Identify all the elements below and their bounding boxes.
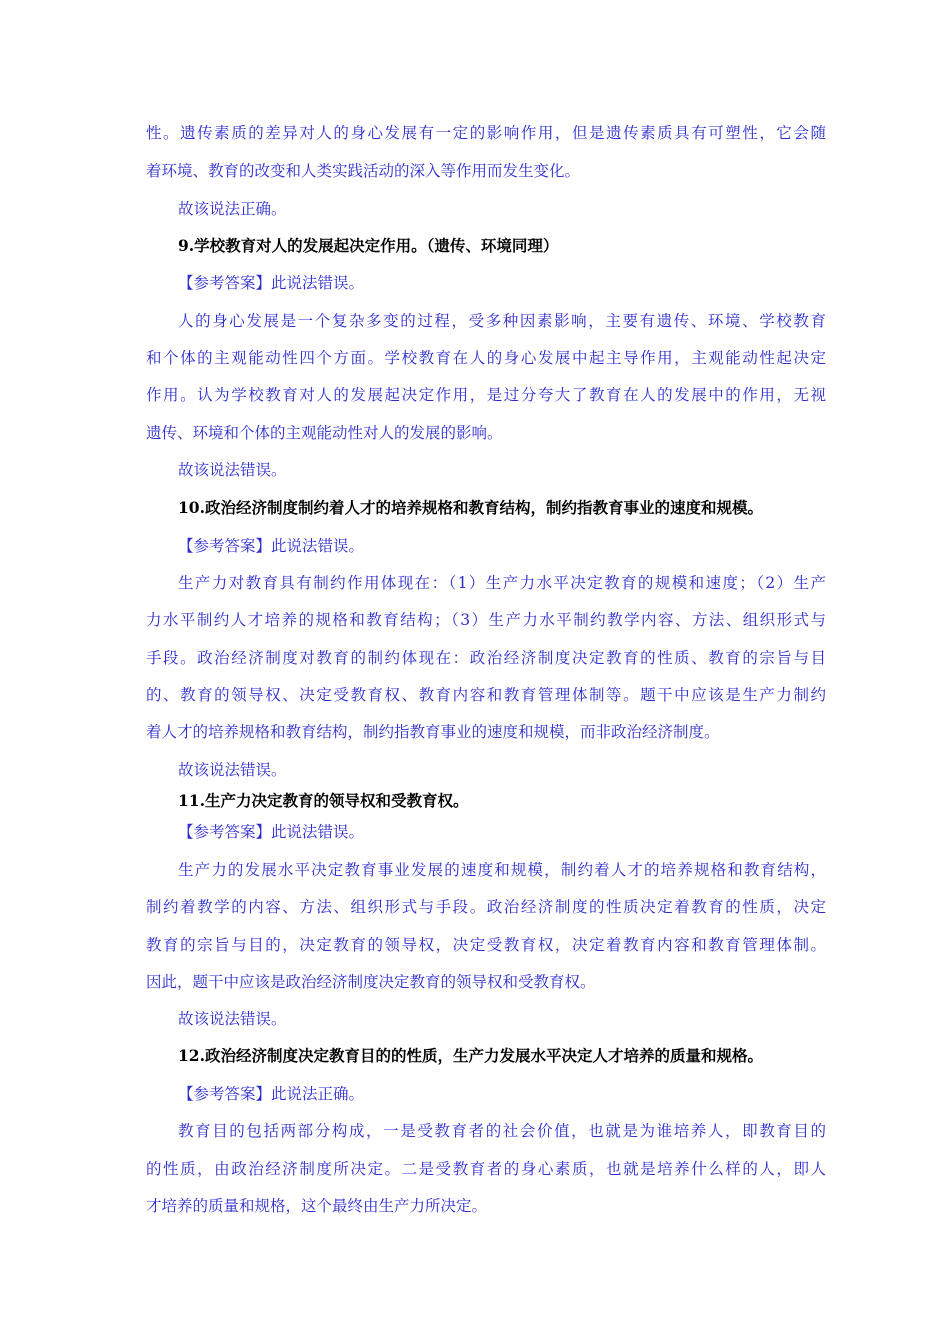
paragraph-line: 人的身心发展是一个复杂多变的过程，受多种因素影响，主要有遗传、环境、学校教育	[178, 312, 826, 330]
question-10: 10.政治经济制度制约着人才的培养规格和教育结构，制约指教育事业的速度和规模。	[178, 498, 763, 517]
paragraph-line: 的、教育的领导权、决定受教育权、教育内容和教育管理体制等。题干中应该是生产力制约	[146, 686, 826, 704]
answer-label-10: 【参考答案】此说法错误。	[178, 537, 365, 555]
paragraph-line: 才培养的质量和规格，这个最终由生产力所决定。	[146, 1197, 488, 1215]
answer-label-12: 【参考答案】此说法正确。	[178, 1085, 365, 1103]
paragraph-line: 着环境、教育的改变和人类实践活动的深入等作用而发生变化。	[146, 162, 581, 180]
paragraph-line: 因此，题干中应该是政治经济制度决定教育的领导权和受教育权。	[146, 973, 596, 991]
question-12: 12.政治经济制度决定教育目的的性质，生产力发展水平决定人才培养的质量和规格。	[178, 1046, 763, 1065]
paragraph-line: 作用。认为学校教育对人的发展起决定作用，是过分夸大了教育在人的发展中的作用，无视	[146, 386, 826, 404]
paragraph-line: 遗传、环境和个体的主观能动性对人的发展的影响。	[146, 424, 503, 442]
conclusion-line: 故该说法错误。	[178, 1010, 287, 1028]
paragraph-line: 的性质，由政治经济制度所决定。二是受教育者的身心素质，也就是培养什么样的人，即人	[146, 1160, 826, 1178]
paragraph-line: 力水平制约人才培养的规格和教育结构；（3）生产力水平制约教学内容、方法、组织形式与	[146, 611, 826, 629]
paragraph-line: 性。遗传素质的差异对人的身心发展有一定的影响作用，但是遗传素质具有可塑性，它会随	[146, 124, 826, 142]
conclusion-line: 故该说法正确。	[178, 200, 287, 218]
paragraph-line: 手段。政治经济制度对教育的制约体现在：政治经济制度决定教育的性质、教育的宗旨与目	[146, 649, 826, 667]
paragraph-line: 和个体的主观能动性四个方面。学校教育在人的身心发展中起主导作用，主观能动性起决定	[146, 349, 826, 367]
question-9: 9.学校教育对人的发展起决定作用。（遗传、环境同理）	[178, 236, 559, 255]
conclusion-line: 故该说法错误。	[178, 761, 287, 779]
paragraph-line: 生产力对教育具有制约作用体现在：（1）生产力水平决定教育的规模和速度；（2）生产	[178, 574, 826, 592]
answer-label-9: 【参考答案】此说法错误。	[178, 274, 365, 292]
paragraph-line: 着人才的培养规格和教育结构，制约指教育事业的速度和规模，而非政治经济制度。	[146, 723, 720, 741]
paragraph-line: 教育的宗旨与目的，决定教育的领导权，决定受教育权，决定着教育内容和教育管理体制。	[146, 936, 826, 954]
question-11: 11.生产力决定教育的领导权和受教育权。	[178, 791, 469, 810]
paragraph-line: 制约着教学的内容、方法、组织形式与手段。政治经济制度的性质决定着教育的性质，决定	[146, 898, 826, 916]
paragraph-line: 教育目的包括两部分构成，一是受教育者的社会价值，也就是为谁培养人，即教育目的	[178, 1122, 826, 1140]
paragraph-line: 生产力的发展水平决定教育事业发展的速度和规模，制约着人才的培养规格和教育结构，	[178, 861, 826, 879]
conclusion-line: 故该说法错误。	[178, 461, 287, 479]
answer-label-11: 【参考答案】此说法错误。	[178, 823, 365, 841]
